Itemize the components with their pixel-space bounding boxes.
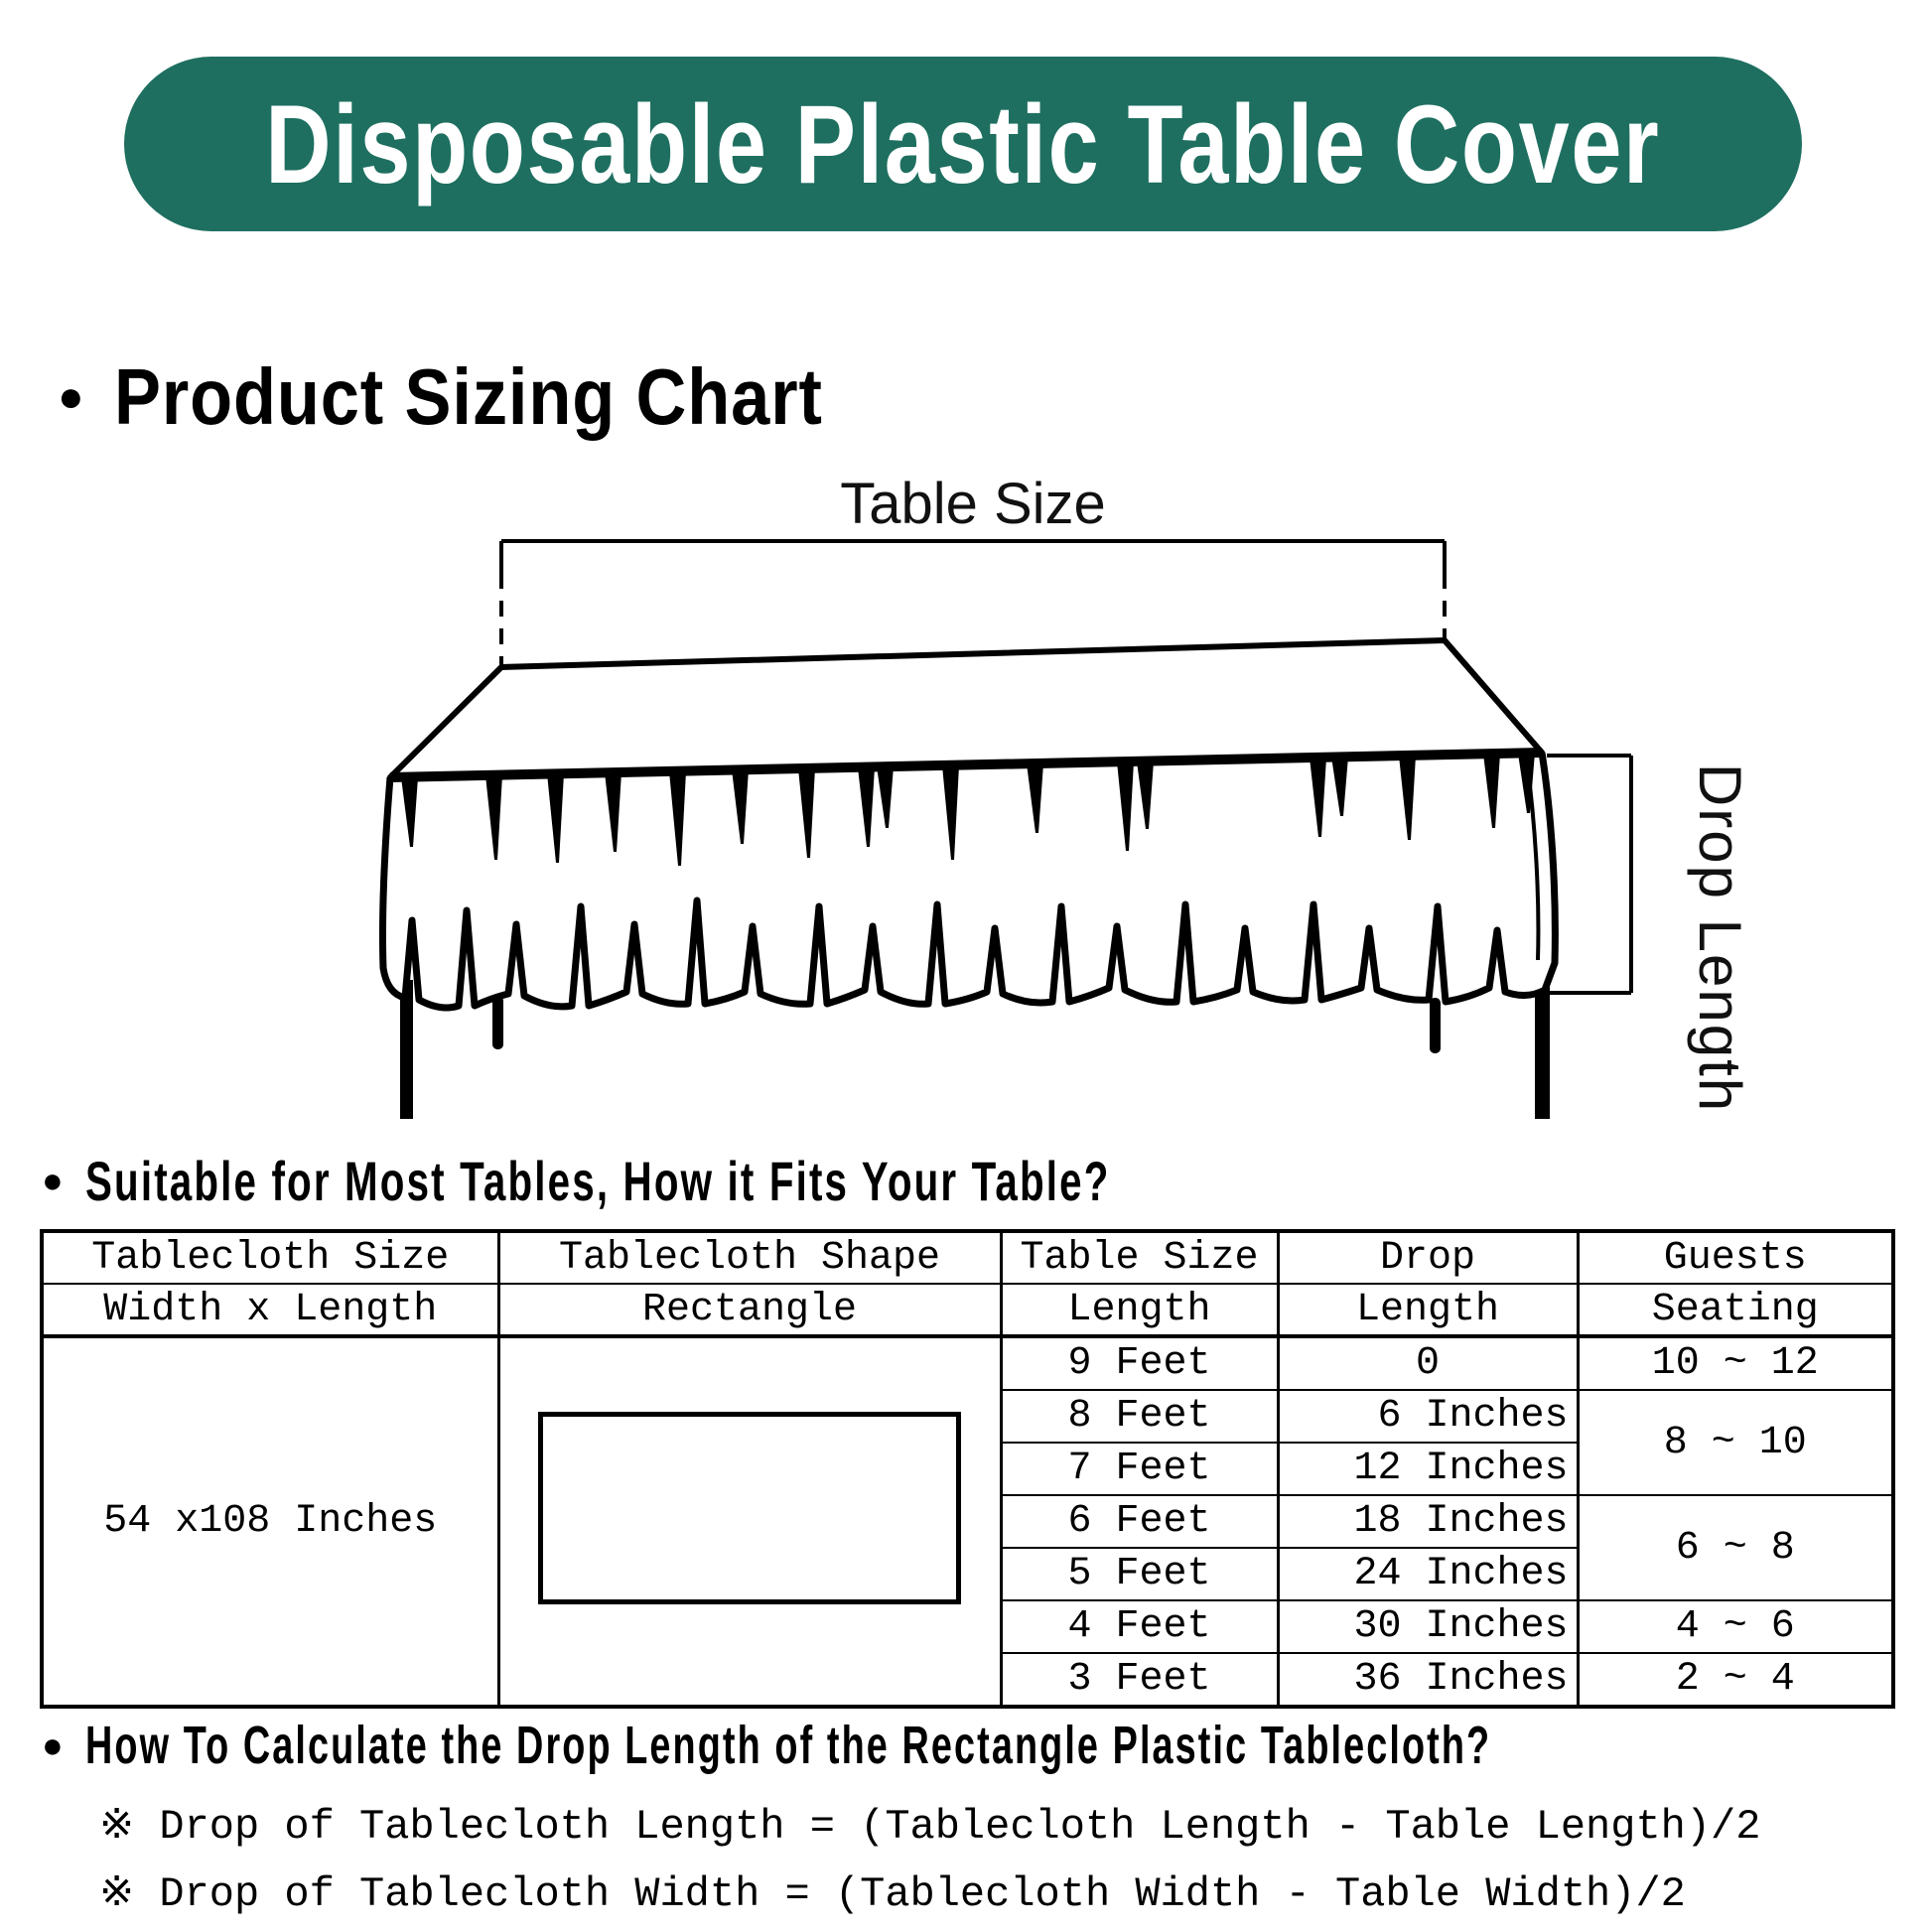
rectangle-shape-drawing — [538, 1412, 961, 1604]
col-subheader-length: Length — [1001, 1284, 1278, 1336]
drop-length-cell: 12 Inches — [1278, 1443, 1578, 1495]
section-heading-fit — [42, 1142, 1509, 1219]
table-length-cell: 9 Feet — [1001, 1336, 1278, 1390]
drop-length-bracket — [1547, 756, 1631, 993]
col-header-table-size: Table Size — [1001, 1231, 1278, 1284]
sizing-table — [40, 1229, 1895, 1709]
table-length-cell: 4 Feet — [1001, 1600, 1278, 1653]
guests-cell: 2 ~ 4 — [1578, 1653, 1893, 1707]
drop-length-cell: 6 Inches — [1278, 1390, 1578, 1443]
drop-length-cell: 30 Inches — [1278, 1600, 1578, 1653]
table-size-label: Table Size — [840, 472, 1106, 536]
guests-cell: 8 ~ 10 — [1578, 1390, 1893, 1495]
bullet-icon: ● — [42, 1160, 64, 1200]
table-row — [42, 1336, 1893, 1390]
table-header-row-1 — [42, 1231, 1893, 1284]
col-subheader-drop-length: Length — [1278, 1284, 1578, 1336]
col-header-drop: Drop — [1278, 1231, 1578, 1284]
bullet-icon: ● — [58, 372, 84, 421]
drop-length-cell: 24 Inches — [1278, 1548, 1578, 1600]
skirt-drips — [492, 996, 1441, 1053]
guests-cell: 4 ~ 6 — [1578, 1600, 1893, 1653]
table-length-cell: 8 Feet — [1001, 1390, 1278, 1443]
table-header-row-2 — [42, 1284, 1893, 1336]
bullet-icon: ● — [42, 1725, 64, 1765]
section-title-fit: Suitable for Most Tables, How it Fits Your Table? — [84, 1149, 1111, 1212]
drop-length-cell: 0 — [1278, 1336, 1578, 1390]
section-title-calc: How To Calculate the Drop Length of the Rectangle Plastic Tablecloth? — [84, 1716, 1491, 1775]
page-title: Disposable Plastic Table Cover — [265, 81, 1661, 207]
col-subheader-seating: Seating — [1578, 1284, 1893, 1336]
guests-cell: 6 ~ 8 — [1578, 1495, 1893, 1600]
drop-length-cell: 36 Inches — [1278, 1653, 1578, 1707]
guests-cell: 10 ~ 12 — [1578, 1336, 1893, 1390]
section-heading-sizing — [58, 345, 919, 449]
table-length-cell: 6 Feet — [1001, 1495, 1278, 1548]
drop-length-label: Drop Length — [1687, 762, 1753, 1114]
col-subheader-rectangle: Rectangle — [498, 1284, 1001, 1336]
col-header-guests: Guests — [1578, 1231, 1893, 1284]
tablecloth-skirt-edge — [383, 900, 1555, 1008]
drop-length-cell: 18 Inches — [1278, 1495, 1578, 1548]
tablecloth-shape-cell — [498, 1336, 1001, 1707]
table-length-cell: 7 Feet — [1001, 1443, 1278, 1495]
table-length-cell: 5 Feet — [1001, 1548, 1278, 1600]
col-header-tablecloth-size: Tablecloth Size — [42, 1231, 498, 1284]
title-banner — [124, 57, 1802, 231]
formula-drop-length: ※ Drop of Tablecloth Length = (Tablecloth Length - Table Length)/2 — [99, 1803, 1761, 1851]
drop-length-formulas — [99, 1793, 1760, 1928]
section-heading-calc — [42, 1712, 1932, 1779]
section-title-sizing: Product Sizing Chart — [113, 352, 823, 441]
tablecloth-diagram — [298, 452, 1767, 1191]
col-subheader-width-length: Width x Length — [42, 1284, 498, 1336]
formula-drop-width: ※ Drop of Tablecloth Width = (Tablecloth Width - Table Width)/2 — [99, 1870, 1686, 1918]
tablecloth-size-cell: 54 x108 Inches — [42, 1336, 498, 1707]
table-length-cell: 3 Feet — [1001, 1653, 1278, 1707]
col-header-tablecloth-shape: Tablecloth Shape — [498, 1231, 1001, 1284]
